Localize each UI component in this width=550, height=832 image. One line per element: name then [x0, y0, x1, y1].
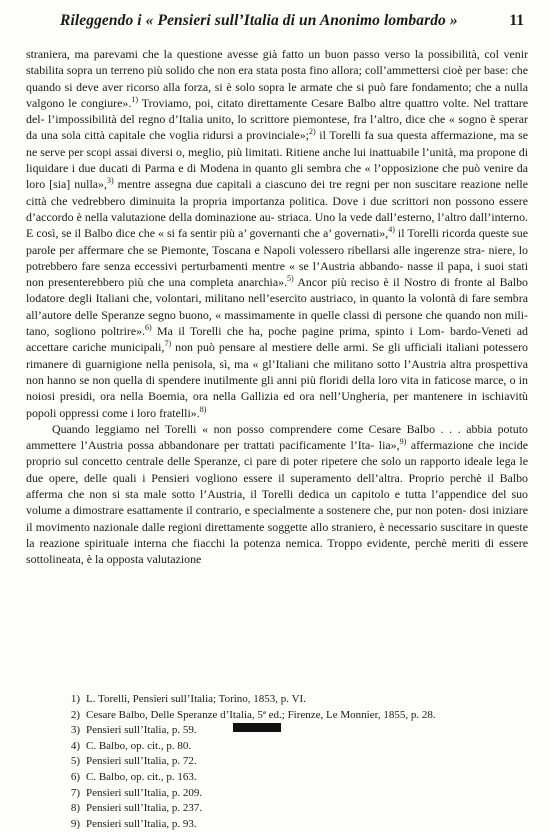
text-run: mentre assegna due capitali a ciascuno dei tre regni per non suscitare reazione nelle città che vedrebbero diminuita la propria importanza politica. Dove i due scrittori non possono essere d’accordo è nella valutazione della dominazione au- striaca. Uno la vede dall’esterno, l’altro dall’interno. E così, se il Balbo dice che « si fa sentir più a’ governanti che a’ governati», — [26, 177, 529, 241]
footnotes — [60, 692, 510, 832]
footnote — [60, 723, 510, 739]
footnote-number: 6) — [70, 770, 80, 783]
footnote — [60, 770, 510, 786]
footnote-text: Pensieri sull’Italia, p. 209. — [86, 786, 203, 799]
footnote-number: 5) — [70, 755, 80, 768]
running-head: Rileggendo i « Pensieri sull’Italia di un Anonimo lombardo » — [60, 12, 458, 29]
text-run: straniera, ma parevami che la questione avesse già fatto un buon passo verso la possibilità, col venir stabilita sopra un terreno più solido che non era stata posta fino allora; coll’ammettersi cioè per base: che quando si deve aver ricorso alla forza, si è solo sopra le armate che si può fare fondamento; che a nulla valgono le congiure». — [26, 47, 528, 110]
footnote-text: Cesare Balbo, Delle Speranze d’Italia, 5ª ed.; Firenze, Le Monnier, 1855, p. 28. — [86, 708, 436, 721]
footnote-text: Pensieri sull’Italia, p. 59. — [86, 724, 197, 737]
footnote-ref: 5) — [287, 274, 294, 284]
text-run: affermazione che incide proprio sul concetto centrale delle Speranze, ci pare di poter ripetere che solo un rapporto ideale lega le due opere, delle quali i Pensieri vogliono essere il superamento dell’altra. Proprio perchè il Balbo afferma che non si sta male sotto l’Austria, il Torelli dedica un capitolo e tutta l’appendice del suo volume a dimostrare esattamente il contrario, e specialmente a sostenere che, pur non poten- dosi iniziare il movimento nazionale dalle regioni direttamente soggette allo straniero, è necessario suscitare in queste la reazione spirituale interna che fiacchi la potenza nemica. Troppo evidente, perchè meriti di essere sottolineata, è la opposta valutazione — [26, 438, 528, 567]
footnote-text: C. Balbo, op. cit., p. 80. — [86, 739, 192, 752]
footnote-number: 3) — [70, 724, 80, 737]
text-run: il Torelli fa sua questa affermazione, ma se ne serve per scopi assai diversi o, meglio, più limitati. Ritiene anche lui inattuabile l’unità, ma propone di liquidare i due ducati di Parma e di Modena in quanto gli sembra che « l’opposizione che può venire da loro [sia] nulla», — [26, 128, 528, 192]
footnote — [60, 754, 510, 770]
footnote-number: 1) — [70, 693, 80, 705]
footnote-text: Pensieri sull’Italia, p. 237. — [86, 802, 203, 815]
redaction-mark — [233, 723, 281, 732]
footnote-text: Pensieri sull’Italia, p. 72. — [86, 755, 197, 768]
footnote — [60, 739, 510, 755]
footnote-number: 4) — [70, 739, 80, 752]
footnote — [60, 817, 510, 832]
footnote-ref: 4) — [388, 225, 395, 235]
footnote — [60, 801, 510, 817]
footnote-text: C. Balbo, op. cit., p. 163. — [86, 770, 197, 783]
paragraph — [26, 421, 528, 568]
footnote-ref: 8) — [199, 404, 207, 414]
text-run: Ancor più reciso è il Nostro di fronte al Balbo lodatore degli Italiani che, volontari, militano nell’esercito austriaco, in quanto la volontà di fare sembra all’autore delle Speranze segno buono, « massimamente in quelle classi di persone che quando non mili- tano, sogliono poltrire». — [26, 275, 528, 339]
footnote — [60, 692, 510, 708]
text-run: Troviamo, poi, citato direttamente Cesare Balbo altre quattro volte. Nel trattare del- l’impossibilità del regno d’Italia unito, lo scrittore piemontese, fra l’altro, dice che « sogno è sperar da una sola città capitale che voglia ridursi a provinciale»; — [26, 95, 528, 143]
footnote-text: L. Torelli, Pensieri sull’Italia; Torino, 1853, p. VI. — [86, 693, 306, 705]
footnote-number: 7) — [70, 786, 80, 799]
footnote-ref: 6) — [145, 323, 152, 333]
footnote-number: 8) — [70, 802, 80, 815]
footnote — [60, 786, 510, 802]
text-run: il Torelli ricorda queste sue parole per affermare che se Piemonte, Toscana e Napoli volessero ribellarsi alle ingerenze stra- niere, lo potrebbero fare senza eccessivi perturbamenti mentre « se l’Austria abbando- nasse il papa, i suoi stati non presenterebbero più che una completa anarchia». — [26, 226, 528, 290]
paragraph — [26, 46, 528, 421]
text-run: non può pensare al mestiere delle armi. Se gli ufficiali italiani potessero rimanere di guarnigione nella penisola, sì, ma « gl’Italiani che militano sotto l’Austria altra prospettiva non hanno se non quella di spendere inutilmente gli anni più floridi della loro vita in faticose marce, o in noiosi presidi, ora nella Boemia, ora nella Gallizia ed ora nell’Ungheria, per mantenere in ischiavitù popoli oppressi come i loro fratelli». — [26, 340, 528, 420]
text-run: Quando leggiamo nel Torelli « non posso comprendere come Cesare Balbo . . . abbia potuto ammettere l’Austria possa abbandonare per trattati pacificamente l’Ita- lia», — [26, 421, 528, 453]
footnote-ref: 1) — [131, 94, 139, 104]
footnote — [60, 708, 510, 724]
text-run: Ma il Torelli che ha, poche pagine prima, spinto i Lom- bardo-Veneti ad accettare cariche municipali, — [26, 324, 528, 355]
footnote-ref: 3) — [106, 176, 114, 186]
footnote-ref: 7) — [164, 339, 172, 349]
page-number: 11 — [509, 12, 524, 29]
footnote-number: 2) — [70, 708, 80, 721]
footnote-ref: 9) — [399, 437, 407, 447]
body-text — [26, 46, 528, 568]
page-header — [26, 12, 528, 38]
footnote-text: Pensieri sull’Italia, p. 93. — [86, 817, 197, 830]
footnote-ref: 2) — [308, 127, 316, 137]
footnote-number: 9) — [70, 817, 80, 830]
